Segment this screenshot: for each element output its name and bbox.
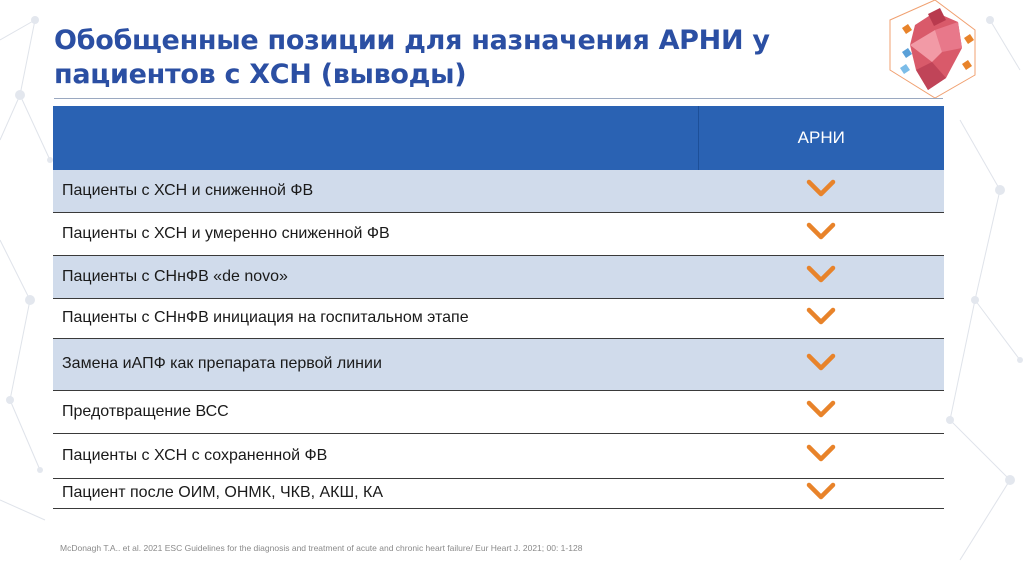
table-row	[53, 338, 944, 390]
orange-check-icon	[805, 305, 837, 327]
table-row	[53, 170, 944, 212]
reference-footnote: McDonagh T.A.. et al. 2021 ESC Guidelines for the diagnosis and treatment of acute and chronic heart failure/ Eur Heart J. 2021; 00: 1-128	[60, 543, 583, 553]
row-label: Пациенты с СНнФВ «de novo»	[53, 255, 698, 298]
table-row	[53, 212, 944, 255]
row-label: Пациенты с ХСН и сниженной ФВ	[53, 170, 698, 212]
row-mark-cell	[698, 338, 944, 390]
orange-check-icon	[805, 177, 837, 199]
table-header-row	[53, 106, 944, 170]
row-mark-cell	[698, 255, 944, 298]
orange-check-icon	[805, 220, 837, 242]
row-mark-cell	[698, 212, 944, 255]
recommendations-table	[53, 106, 944, 509]
row-label: Замена иАПФ как препарата первой линии	[53, 338, 698, 390]
table-row	[53, 298, 944, 338]
row-mark-cell	[698, 170, 944, 212]
heart-logo-icon	[880, 0, 980, 98]
row-mark-cell	[698, 478, 944, 508]
orange-check-icon	[805, 351, 837, 373]
title-divider	[54, 98, 943, 99]
header-blank-cell	[53, 106, 698, 170]
column-header-arni: АРНИ	[698, 106, 944, 170]
row-label: Пациенты с СНнФВ инициация на госпитальном этапе	[53, 298, 698, 338]
orange-check-icon	[805, 442, 837, 464]
row-label: Пациенты с ХСН и умеренно сниженной ФВ	[53, 212, 698, 255]
orange-check-icon	[805, 398, 837, 420]
table-row	[53, 255, 944, 298]
row-label: Предотвращение ВСС	[53, 390, 698, 433]
table-row	[53, 433, 944, 478]
slide-title-line-2: пациентов с ХСН (выводы)	[54, 59, 467, 90]
row-mark-cell	[698, 390, 944, 433]
row-label: Пациенты с ХСН с сохраненной ФВ	[53, 433, 698, 478]
slide-title-line-1: Обобщенные позиции для назначения АРНИ у	[54, 25, 770, 56]
table-row	[53, 390, 944, 433]
orange-check-icon	[805, 480, 837, 502]
table-row	[53, 478, 944, 508]
orange-check-icon	[805, 263, 837, 285]
row-mark-cell	[698, 298, 944, 338]
row-label: Пациент после ОИМ, ОНМК, ЧКВ, АКШ, КА	[53, 478, 698, 508]
slide-title	[54, 24, 854, 92]
row-mark-cell	[698, 433, 944, 478]
